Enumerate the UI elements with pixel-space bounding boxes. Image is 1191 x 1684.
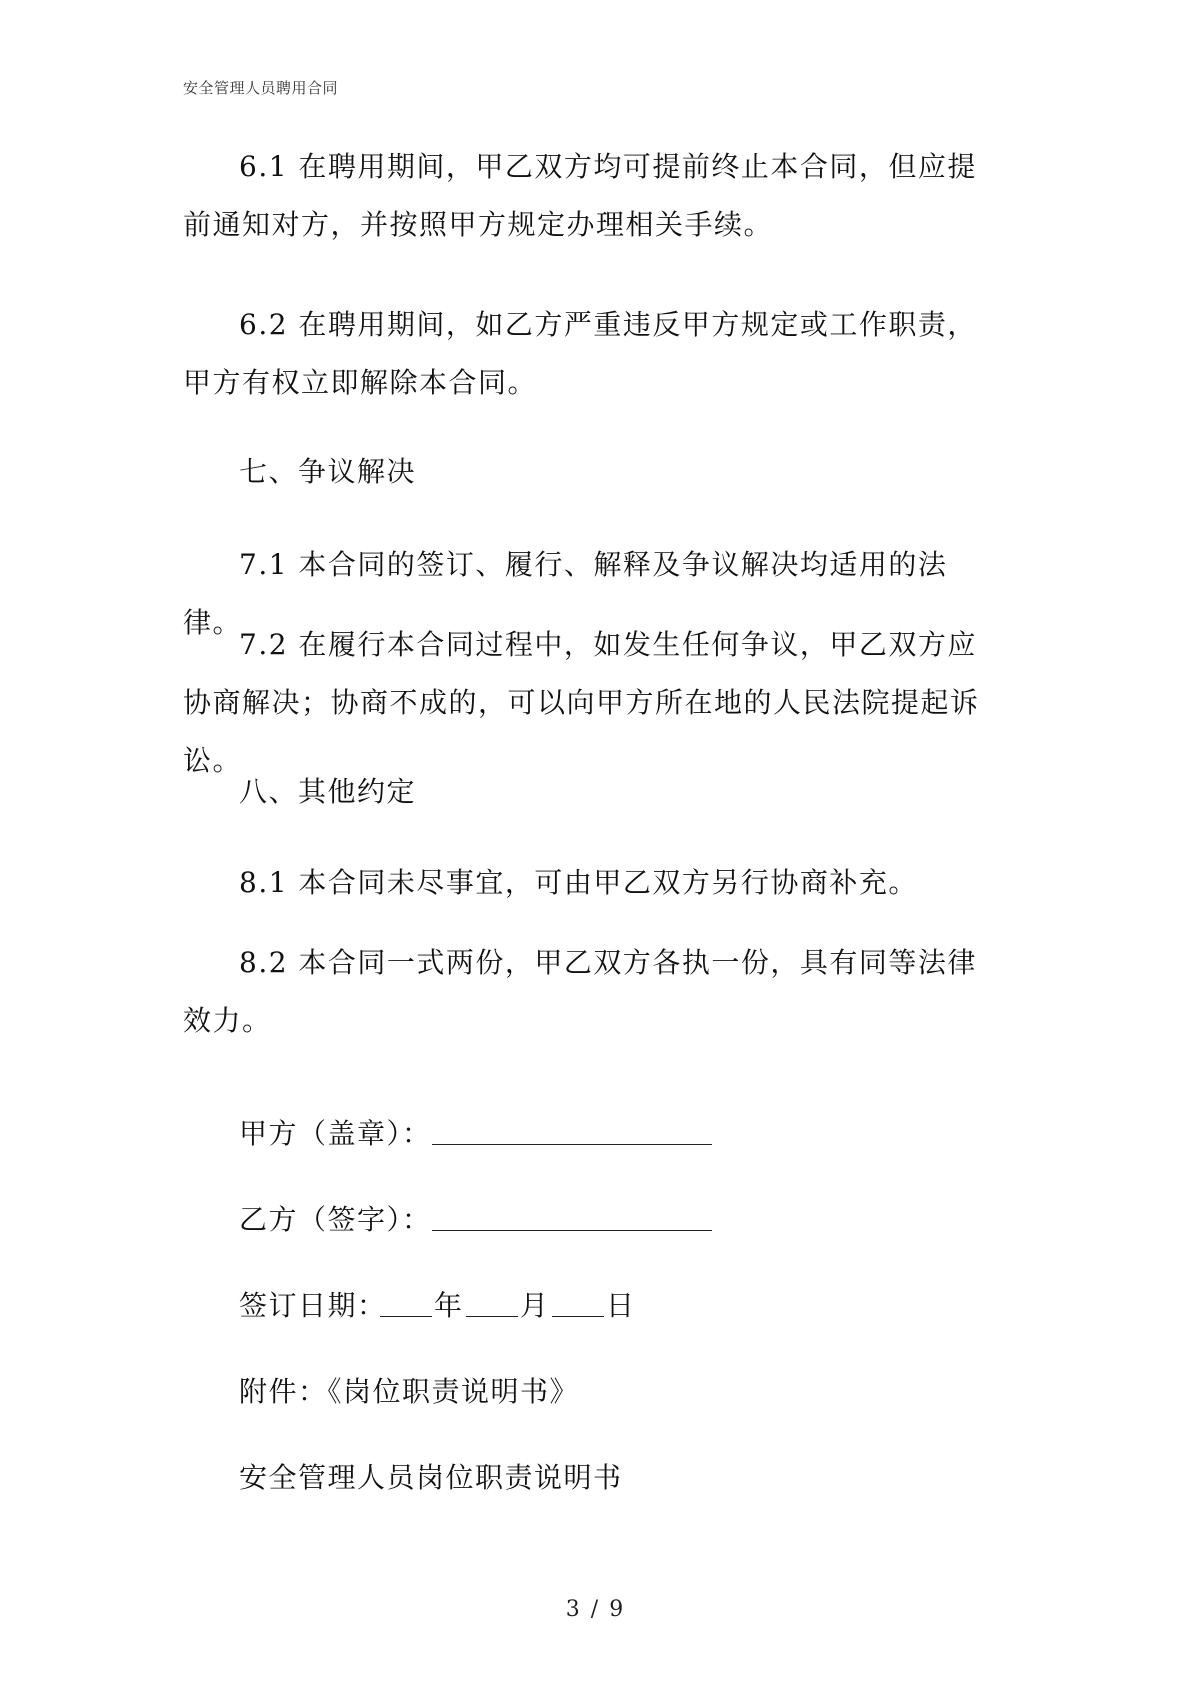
- date-month-blank[interactable]: [466, 1316, 518, 1317]
- section-heading-8: 八、其他约定: [239, 775, 417, 808]
- clause-7-1: 7.1 本合同的签订、履行、解释及争议解决均适用的法律。: [183, 548, 948, 639]
- party-a-signature-label: 甲方（盖章）：: [239, 1117, 432, 1150]
- clause-6-2: 6.2 在聘用期间，如乙方严重违反甲方规定或工作职责，甲方有权立即解除本合同。: [183, 308, 977, 399]
- signing-date-label: 签订日期：: [239, 1289, 387, 1322]
- date-year-blank[interactable]: [380, 1316, 432, 1317]
- date-day-unit: 日: [606, 1289, 636, 1322]
- attachment-title: 安全管理人员岗位职责说明书: [239, 1461, 623, 1494]
- section-heading-7: 七、争议解决: [239, 455, 417, 488]
- clause-7-2: 7.2 在履行本合同过程中，如发生任何争议，甲乙双方应协商解决；协商不成的，可以向甲方所在地的人民法院提起诉讼。: [183, 628, 980, 777]
- date-day-blank[interactable]: [552, 1316, 604, 1317]
- date-month-unit: 月: [520, 1289, 550, 1322]
- date-year-unit: 年: [434, 1289, 464, 1322]
- clause-6-1: 6.1 在聘用期间，甲乙双方均可提前终止本合同，但应提前通知对方，并按照甲方规定办理相关手续。: [183, 150, 977, 241]
- clause-8-1: 8.1 本合同未尽事宜，可由甲乙双方另行协商补充。: [239, 866, 918, 899]
- page-number: 3 / 9: [565, 1597, 626, 1622]
- party-b-signature-label: 乙方（签字）：: [239, 1203, 432, 1236]
- attachment-label: 附件：《岗位职责说明书》: [239, 1375, 580, 1408]
- party-b-signature-line[interactable]: [432, 1230, 712, 1231]
- clause-8-2: 8.2 本合同一式两份，甲乙双方各执一份，具有同等法律效力。: [183, 946, 977, 1037]
- party-a-signature-line[interactable]: [432, 1144, 712, 1145]
- running-header: 安全管理人员聘用合同: [183, 79, 339, 97]
